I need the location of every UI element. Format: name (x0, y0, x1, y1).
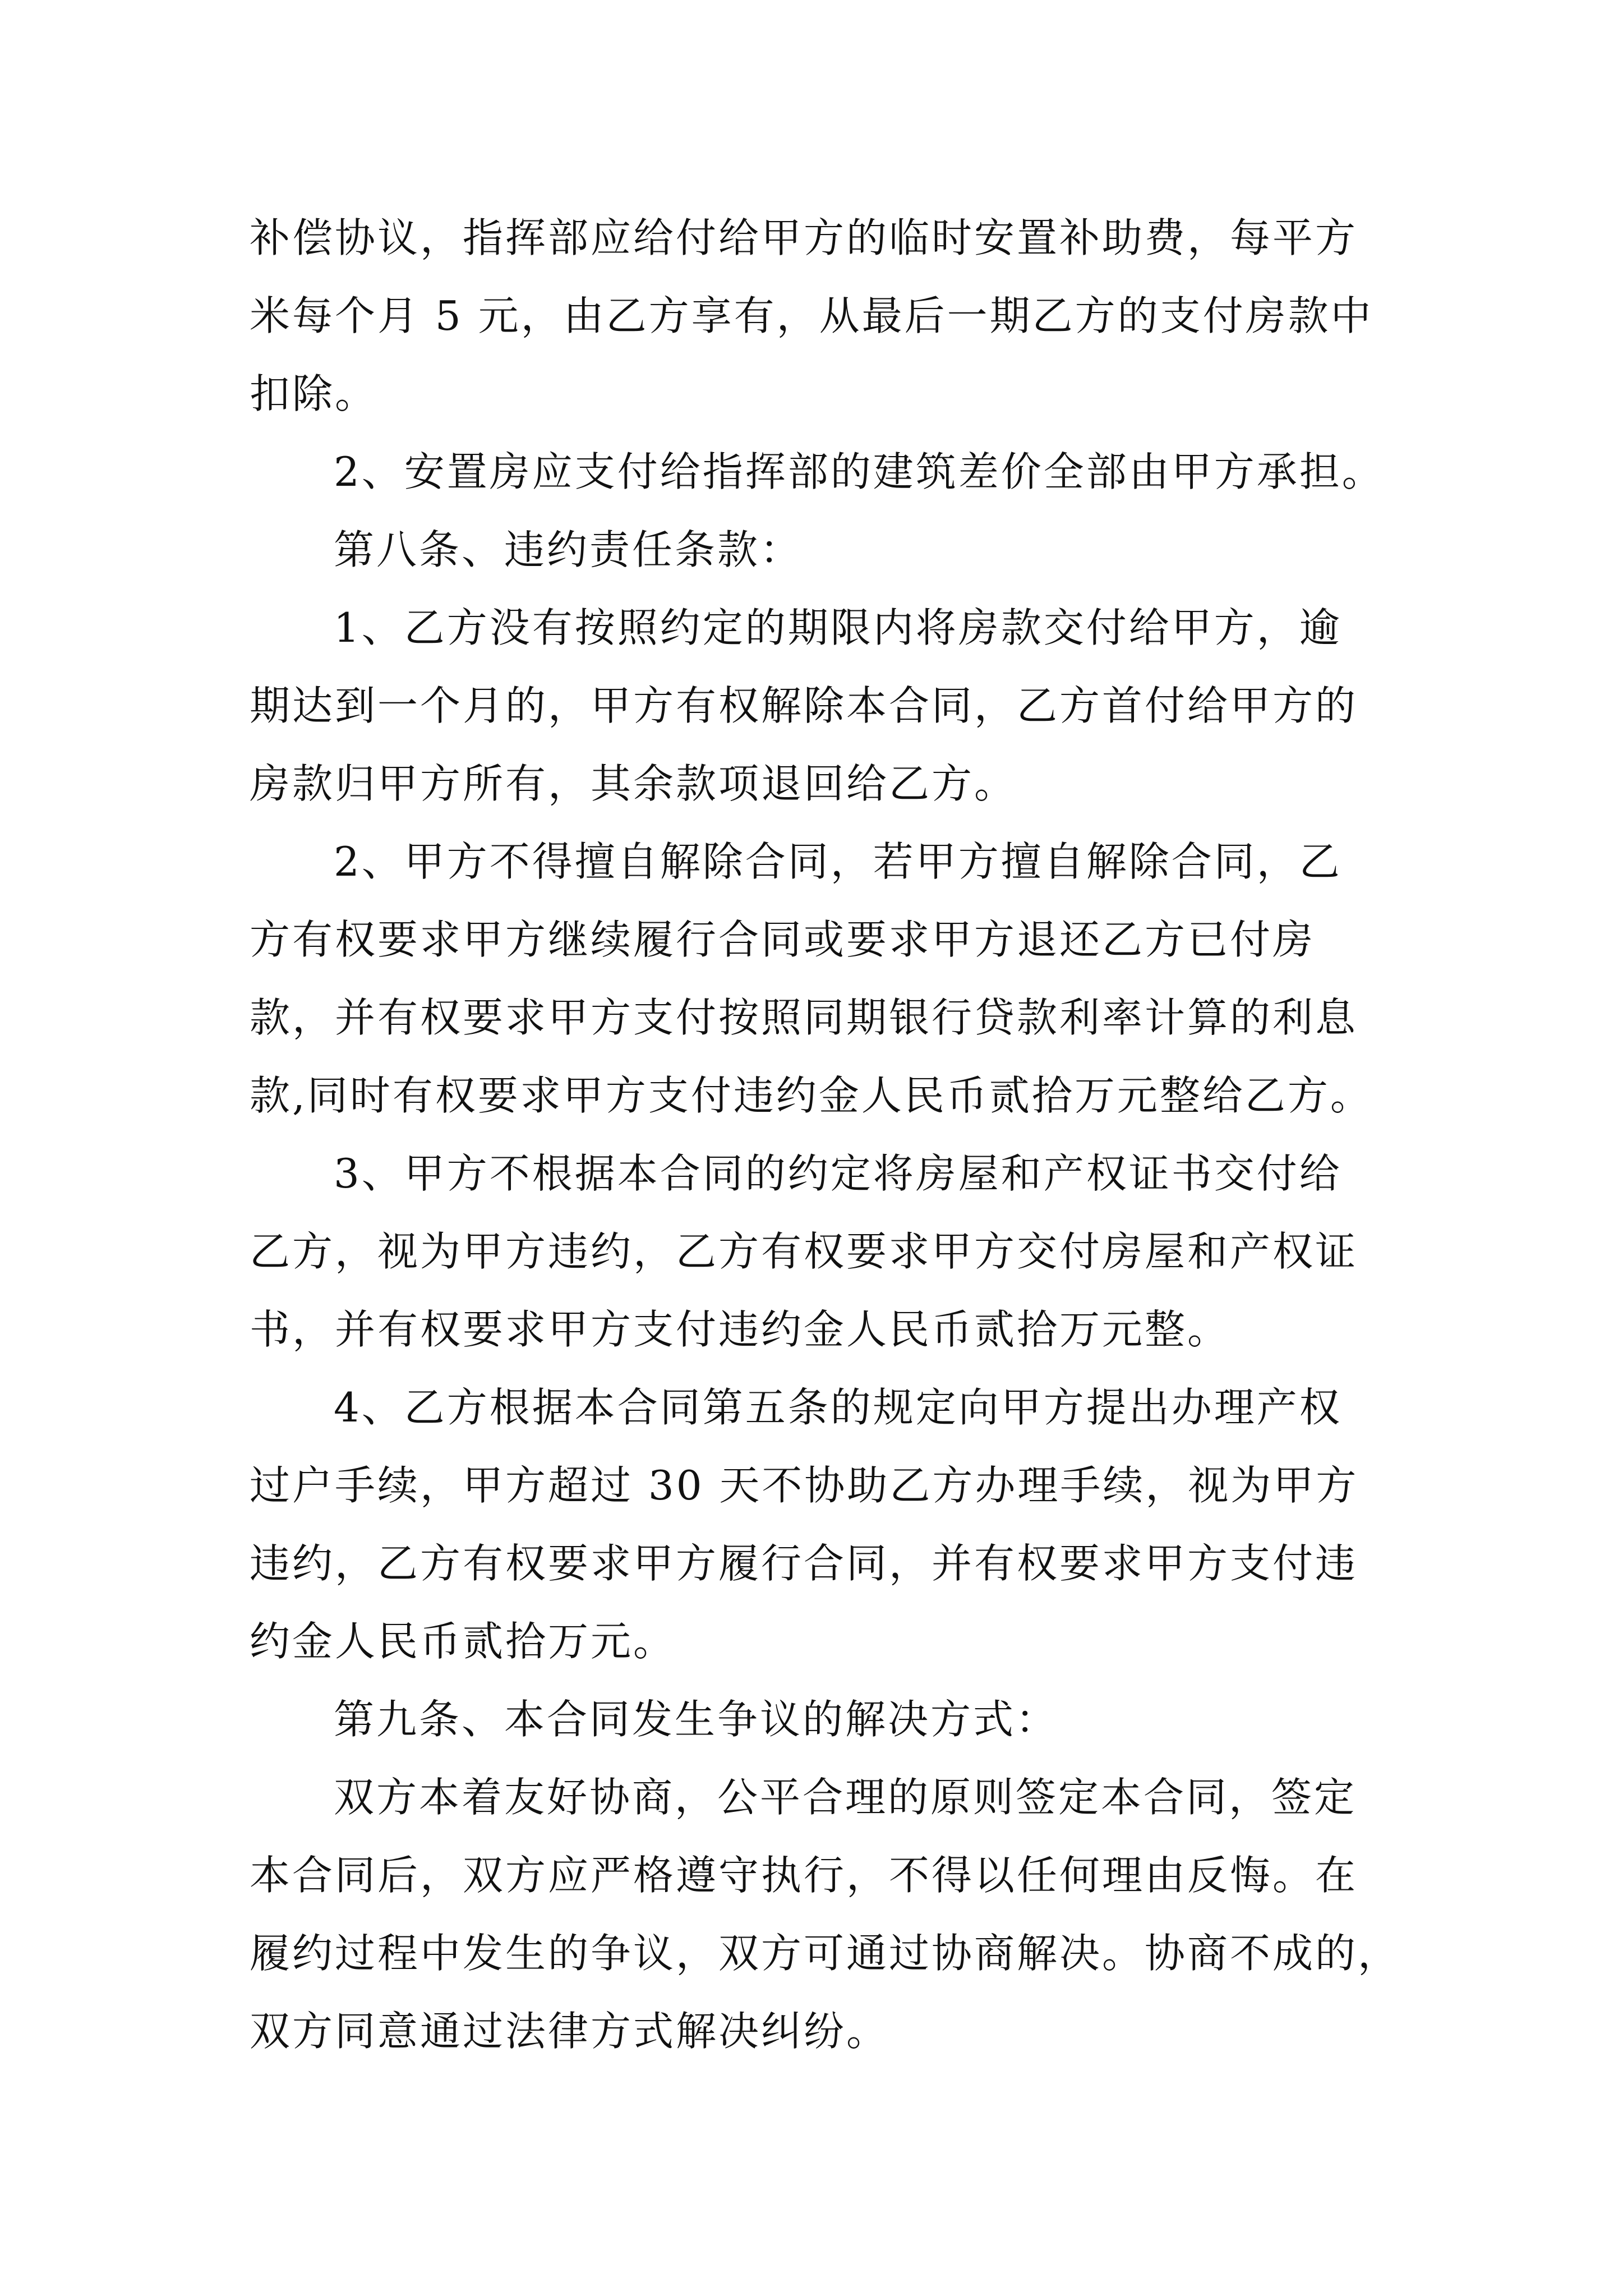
text-line: 双方本着友好协商，公平合理的原则签定本合同，签定 (334, 1774, 1357, 1821)
section-heading: 第九条、本合同发生争议的解决方式： (334, 1696, 1059, 1743)
text-line: 房款归甲方所有，其余款项退回给乙方。 (250, 760, 1017, 807)
text-line: 约金人民币贰拾万元。 (250, 1618, 676, 1665)
text-line: 2、甲方不得擅自解除合同，若甲方擅自解除合同，乙 (334, 838, 1342, 885)
text-line: 书，并有权要求甲方支付违约金人民币贰拾万元整。 (250, 1306, 1230, 1353)
text-line: 3、甲方不根据本合同的约定将房屋和产权证书交付给 (334, 1150, 1342, 1197)
text-line: 2、安置房应支付给指挥部的建筑差价全部由甲方承担。 (334, 448, 1385, 495)
text-line: 4、乙方根据本合同第五条的规定向甲方提出办理产权 (334, 1384, 1342, 1431)
text-line: 米每个月 5 元，由乙方享有，从最后一期乙方的支付房款中 (250, 292, 1373, 339)
text-line: 款，并有权要求甲方支付按照同期银行贷款利率计算的利息 (250, 994, 1358, 1041)
text-line: 本合同后，双方应严格遵守执行，不得以任何理由反悔。在 (250, 1852, 1358, 1899)
text-line: 款,同时有权要求甲方支付违约金人民币贰拾万元整给乙方。 (250, 1072, 1373, 1119)
text-line: 方有权要求甲方继续履行合同或要求甲方退还乙方已付房 (250, 916, 1316, 963)
text-line: 乙方，视为甲方违约，乙方有权要求甲方交付房屋和产权证 (250, 1228, 1358, 1275)
text-line: 期达到一个月的，甲方有权解除本合同，乙方首付给甲方的 (250, 682, 1358, 729)
text-line: 扣除。 (250, 370, 378, 417)
section-heading: 第八条、违约责任条款： (334, 526, 803, 573)
text-line: 违约，乙方有权要求甲方履行合同，并有权要求甲方支付违 (250, 1540, 1358, 1587)
text-line: 补偿协议，指挥部应给付给甲方的临时安置补助费，每平方 (250, 214, 1358, 261)
document-body (250, 199, 1401, 2070)
text-line: 履约过程中发生的争议，双方可通过协商解决。协商不成的， (250, 1930, 1401, 1977)
text-line: 双方同意通过法律方式解决纠纷。 (250, 2008, 889, 2055)
text-line: 1、乙方没有按照约定的期限内将房款交付给甲方，逾 (334, 604, 1342, 651)
text-line: 过户手续，甲方超过 30 天不协助乙方办理手续，视为甲方 (250, 1462, 1359, 1509)
